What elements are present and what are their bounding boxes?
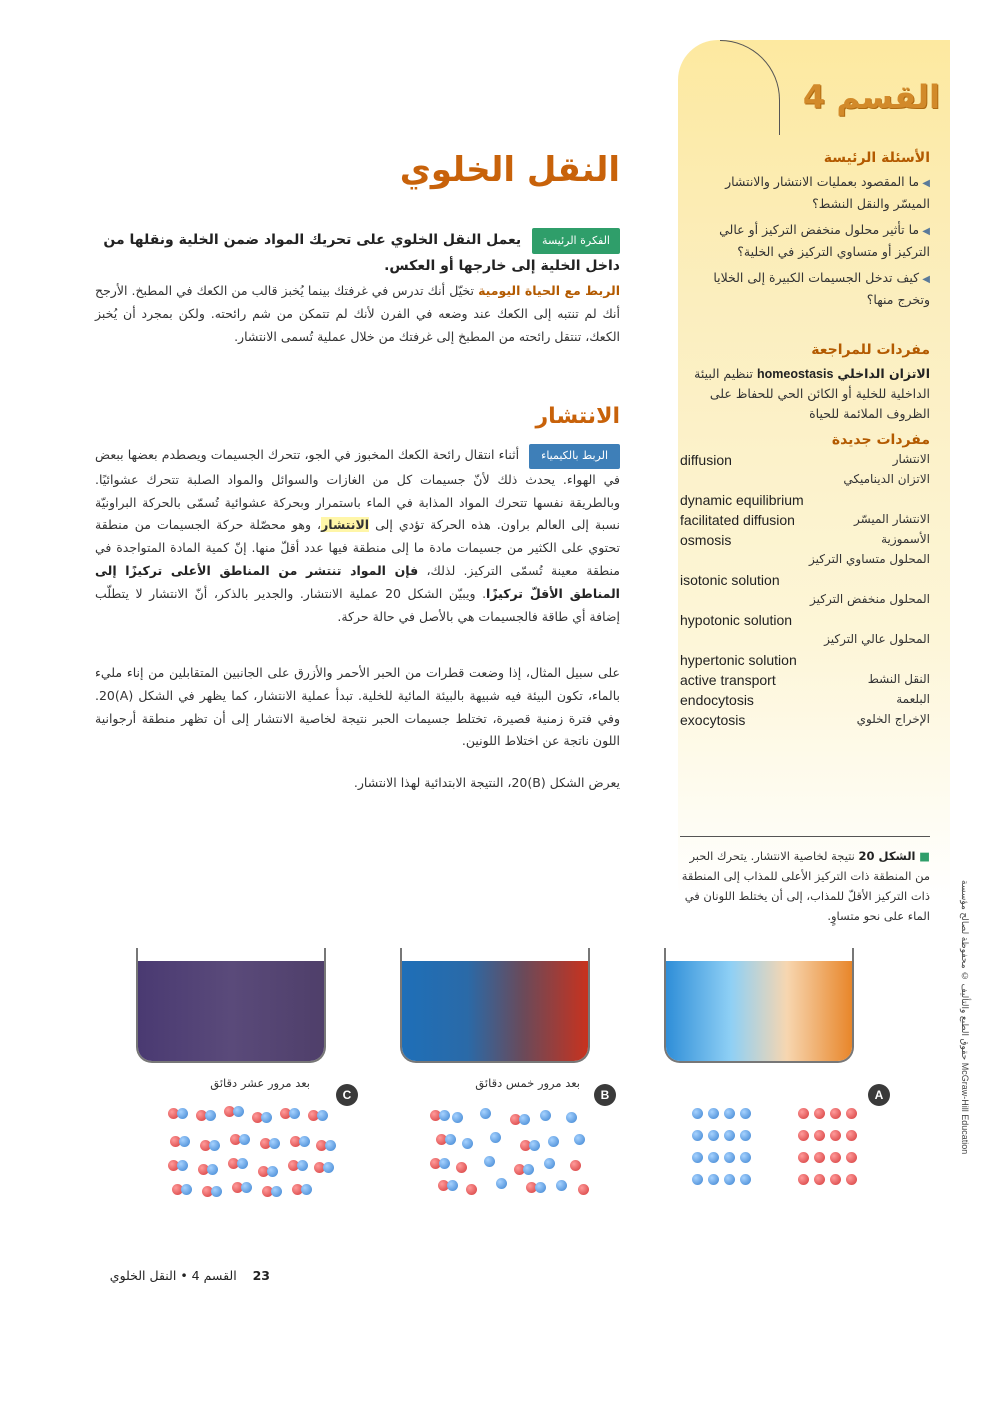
vocab-en: osmosis xyxy=(680,532,732,548)
panel-a-red-particle xyxy=(798,1174,809,1185)
vocab-item xyxy=(680,712,930,732)
panel-b-particle xyxy=(540,1110,551,1121)
caption-title: الشكل 20 xyxy=(858,849,916,863)
panel-c-caption: بعد مرور عشر دقائق xyxy=(210,1076,310,1090)
panel-a-blue-particle xyxy=(692,1108,703,1119)
panel-b-blue-particle xyxy=(523,1164,534,1175)
vocab-item xyxy=(680,632,930,652)
panel-a-blue-particle xyxy=(692,1152,703,1163)
panel-c-label: C xyxy=(336,1084,358,1106)
panel-a-red-particle xyxy=(846,1108,857,1119)
panel-a-blue-particle xyxy=(708,1108,719,1119)
panel-b-particle xyxy=(566,1112,577,1123)
vocab-item xyxy=(680,612,930,632)
panel-a-red-particle xyxy=(846,1174,857,1185)
vocab-en: facilitated diffusion xyxy=(680,512,795,528)
vocab-en: hypertonic solution xyxy=(680,652,797,668)
panel-c-blue-particle xyxy=(261,1112,272,1123)
panel-b-particle xyxy=(574,1134,585,1145)
panel-c-blue-particle xyxy=(211,1186,222,1197)
caption-text: نتيجة لخاصية الانتشار. يتحرك الحبر من المنطقة ذات التركيز الأعلى للمذاب إلى المنطقة ذات التركيز الأقلّ للمذاب، إلى أن يختلط اللونان في الماء على نحو متساوٍ. xyxy=(681,849,930,923)
section-label: القسم 4 xyxy=(802,78,940,116)
panel-b-particle xyxy=(490,1132,501,1143)
vocab-ar: المحلول متساوي التركيز xyxy=(809,552,930,566)
panel-c-blue-particle xyxy=(207,1164,218,1175)
panel-a-blue-particle xyxy=(724,1108,735,1119)
panel-b-particle xyxy=(496,1178,507,1189)
beaker-c-liquid xyxy=(138,961,324,1061)
panel-b-blue-particle xyxy=(535,1182,546,1193)
main-idea xyxy=(95,228,620,278)
panel-a-blue-particle xyxy=(724,1130,735,1141)
vocab-ar: الإخراج الخلوي xyxy=(856,712,930,726)
panel-a-blue-particle xyxy=(740,1108,751,1119)
key-questions xyxy=(690,150,930,316)
vocab-item xyxy=(680,552,930,572)
panel-a-blue-particle xyxy=(708,1152,719,1163)
panel-b-blue-particle xyxy=(445,1134,456,1145)
vocab-ar: النقل النشط xyxy=(867,672,930,686)
panel-a-blue-particle xyxy=(724,1174,735,1185)
panel-a-red-particle xyxy=(830,1174,841,1185)
key-question: ◀ ما تأثير محلول منخفض التركيز أو عالي التركيز أو متساوي التركيز في الخلية؟ xyxy=(690,220,930,262)
key-questions-heading: الأسئلة الرئيسة xyxy=(823,150,930,166)
panel-a-red-particle xyxy=(830,1130,841,1141)
vocab-ar: البلعمة xyxy=(896,692,930,706)
figure-caption xyxy=(680,846,930,926)
publisher-notice: حقوق الطبع والتأليف © محفوظة لصالح مؤسسة McGraw-Hill Education xyxy=(960,880,970,1155)
real-world-text: تخيّل أنك تدرس في غرفتك بينما يُخبز قالب من الكعك في المطبخ. الأرجح أنك لم تنتبه إلى الكعك عند وضعه في الفرن لأنك لم تتمكن من شم رائحته. ولكن بمجرد أن يُخبز الكعك، تنتقل رائحته من المطبخ إلى غرفتك من خلال عملية تُسمى الانتشار. xyxy=(95,283,620,344)
panel-b-particle xyxy=(544,1158,555,1169)
page-title: النقل الخلوي xyxy=(399,150,620,190)
panel-a-blue-particle xyxy=(692,1174,703,1185)
panel-c-blue-particle xyxy=(181,1184,192,1195)
panel-c-blue-particle xyxy=(237,1158,248,1169)
panel-c-blue-particle xyxy=(267,1166,278,1177)
panel-a-blue-particle xyxy=(740,1152,751,1163)
panel-c-blue-particle xyxy=(177,1108,188,1119)
vocab-item xyxy=(680,532,930,552)
panel-a-red-particle xyxy=(798,1130,809,1141)
diffusion-paragraph-3 xyxy=(95,772,620,795)
p2-text: على سبيل المثال، إذا وضعت قطرات من الحبر الأحمر والأزرق على الجانبين المتقابلين من إناء مليء بالماء، تكون البيئة فيه شبيهة بالبيئة المائية للخلية. تبدأ عملية الانتشار، كما يظهر في الشكل (A)20. وفي فترة زمنية قصيرة، تختلط جسيمات الحبر نتيجة لخاصية الانتشار إلى أن تظهر منطقة أرجوانية اللون ناتجة عن اختلاط اللونين. xyxy=(95,665,620,749)
p1-part-c: . ويبيّن الشكل 20 عملية الانتشار. والجدير بالذكر، أنّ الانتشار لا يتطلّب إضافة أي طاقة فالجسيمات هي بالأصل في حالة حركة. xyxy=(95,585,620,624)
panel-c-blue-particle xyxy=(301,1184,312,1195)
vocab-item xyxy=(680,672,930,692)
panel-a-blue-particle xyxy=(708,1130,719,1141)
vocab-en: dynamic equilibrium xyxy=(680,492,804,508)
diffusion-heading: الانتشار xyxy=(535,404,620,429)
vocab-ar: المحلول منخفض التركيز xyxy=(810,592,930,606)
panel-c-blue-particle xyxy=(323,1162,334,1173)
beaker-b xyxy=(400,948,590,1063)
footer-text: القسم 4 • النقل الخلوي xyxy=(109,1268,237,1283)
panel-b-caption: بعد مرور خمس دقائق xyxy=(475,1076,580,1090)
panel-b-particle xyxy=(452,1112,463,1123)
key-question: ◀ ما المقصود بعمليات الانتشار والانتشار الميسّر والنقل النشط؟ xyxy=(690,172,930,214)
p1-part-a: أثناء انتقال رائحة الكعك المخبوز في الجو، تتحرك الجسيمات ويصطدم بعضها ببعض في الهواء. يحدث ذلك لأنّ جسيمات كل من الغازات والسوائل والمواد الصلبة تتحرك عشوائيًا. وبالطريقة نفسها تتحرك المواد المذابة في الماء باستمرار وبحركة عشوائية تُسمّى بالحركة البراونيّة نسبة إلى العالم براون. هذه الحركة تؤدي إلى xyxy=(95,447,620,533)
panel-c-blue-particle xyxy=(209,1140,220,1151)
panel-b-blue-particle xyxy=(439,1110,450,1121)
vocab-ar: الأسموزية xyxy=(881,532,930,546)
panel-b-particle xyxy=(548,1136,559,1147)
vocab-en: endocytosis xyxy=(680,692,754,708)
vocab-ar: المحلول عالي التركيز xyxy=(824,632,930,646)
p1-bold: فإن المواد تنتشر من المناطق الأعلى تركيزًا إلى المناطق الأقلّ تركيزًا xyxy=(95,562,620,601)
vocab-en: diffusion xyxy=(680,452,732,468)
panel-c-blue-particle xyxy=(233,1106,244,1117)
panel-a-red-particle xyxy=(846,1152,857,1163)
vocab-en: active transport xyxy=(680,672,776,688)
vocab-ar: الاتزان الديناميكي xyxy=(843,472,930,486)
footer-page-number: 23 xyxy=(252,1268,270,1283)
p1-part-b: ، وهو محصّلة حركة الجسيمات من منطقة تحتوي على الكثير من جسيمات مادة ما إلى منطقة فيها عدد أقلّ منها. إنّ كمية المادة المتواجدة في منطقة معينة تُسمّى التركيز. لذلك، xyxy=(95,517,620,578)
panel-a-red-particle xyxy=(798,1152,809,1163)
vocab-en: hypotonic solution xyxy=(680,612,793,628)
key-questions-list xyxy=(690,172,930,310)
beaker-c xyxy=(136,948,326,1063)
panel-a-red-particle xyxy=(814,1152,825,1163)
beaker-a-liquid xyxy=(666,961,852,1061)
beaker-b-liquid xyxy=(402,961,588,1061)
panel-a-red-particle xyxy=(814,1174,825,1185)
panel-b-label: B xyxy=(594,1084,616,1106)
real-world-label: الربط مع الحياة اليومية xyxy=(478,283,621,298)
panel-c-blue-particle xyxy=(205,1110,216,1121)
panel-b-particle xyxy=(570,1160,581,1171)
panel-a-blue-particle xyxy=(740,1174,751,1185)
vocab-item xyxy=(680,592,930,612)
panel-c-blue-particle xyxy=(299,1136,310,1147)
vocab-ar: الانتشار xyxy=(892,452,930,466)
panel-b-particle xyxy=(466,1184,477,1195)
review-vocab xyxy=(690,342,930,424)
panel-c-blue-particle xyxy=(239,1134,250,1145)
key-question: ◀ كيف تدخل الجسيمات الكبيرة إلى الخلايا وتخرج منها؟ xyxy=(690,268,930,310)
panel-b-particle xyxy=(462,1138,473,1149)
panel-b-blue-particle xyxy=(519,1114,530,1125)
caption-rule xyxy=(680,836,930,837)
panel-a-red-particle xyxy=(846,1130,857,1141)
panel-c-blue-particle xyxy=(271,1186,282,1197)
beaker-a xyxy=(664,948,854,1063)
panel-a-red-particle xyxy=(830,1108,841,1119)
panel-a-blue-particle xyxy=(740,1130,751,1141)
panel-a-label: A xyxy=(868,1084,890,1106)
vocab-item xyxy=(680,492,930,512)
review-definition: تنظيم البيئة الداخلية للخلية أو الكائن الحي للحفاظ على الظروف الملائمة للحياة xyxy=(694,366,930,421)
panel-a-red-particle xyxy=(798,1108,809,1119)
review-term-ar: الاتزان الداخلي xyxy=(837,366,930,381)
diffusion-paragraph-2 xyxy=(95,662,620,753)
panel-b-particle xyxy=(556,1180,567,1191)
review-vocab-heading: مفردات للمراجعة xyxy=(811,342,930,358)
panel-c-blue-particle xyxy=(297,1160,308,1171)
main-idea-badge: الفكرة الرئيسة xyxy=(532,228,620,254)
vocab-item xyxy=(680,472,930,492)
panel-b-particle xyxy=(456,1162,467,1173)
panel-b-blue-particle xyxy=(529,1140,540,1151)
real-world-paragraph xyxy=(95,280,620,348)
panel-b-particle xyxy=(484,1156,495,1167)
panel-a-red-particle xyxy=(814,1130,825,1141)
panel-a-blue-particle xyxy=(708,1174,719,1185)
vocab-item xyxy=(680,512,930,532)
vocab-en: exocytosis xyxy=(680,712,746,728)
panel-a-red-particle xyxy=(814,1108,825,1119)
caption-bullet-icon: ■ xyxy=(919,849,930,863)
panel-c-blue-particle xyxy=(325,1140,336,1151)
panel-b-particle xyxy=(578,1184,589,1195)
panel-c-blue-particle xyxy=(317,1110,328,1121)
chemistry-badge: الربط بالكيمياء xyxy=(529,444,620,469)
panel-c-blue-particle xyxy=(179,1136,190,1147)
vocab-en: isotonic solution xyxy=(680,572,780,588)
panel-c-blue-particle xyxy=(289,1108,300,1119)
review-term-en: homeostasis xyxy=(756,367,834,381)
panel-c-blue-particle xyxy=(177,1160,188,1171)
review-vocab-entry xyxy=(690,364,930,424)
p3-text: يعرض الشكل (B)20، النتيجة الابتدائية لهذا الانتشار. xyxy=(353,775,620,790)
vocab-item xyxy=(680,692,930,712)
panel-b-particle xyxy=(480,1108,491,1119)
panel-b-blue-particle xyxy=(447,1180,458,1191)
new-vocab-heading: مفردات جديدة xyxy=(831,432,930,448)
vocab-item xyxy=(680,452,930,472)
diffusion-paragraph-1 xyxy=(95,444,620,628)
panel-c-blue-particle xyxy=(241,1182,252,1193)
vocab-item xyxy=(680,572,930,592)
vocab-ar: الانتشار الميسّر xyxy=(854,512,930,526)
vocab-item xyxy=(680,652,930,672)
panel-a-red-particle xyxy=(830,1152,841,1163)
page-footer xyxy=(70,1268,270,1288)
panel-a-blue-particle xyxy=(724,1152,735,1163)
panel-a-blue-particle xyxy=(692,1130,703,1141)
panel-c-blue-particle xyxy=(269,1138,280,1149)
main-idea-text: يعمل النقل الخلوي على تحريك المواد ضمن الخلية ونقلها من داخل الخلية إلى خارجها أو العكس. xyxy=(103,232,620,274)
diffusion-keyword: الانتشار xyxy=(321,517,370,533)
panel-b-blue-particle xyxy=(439,1158,450,1169)
